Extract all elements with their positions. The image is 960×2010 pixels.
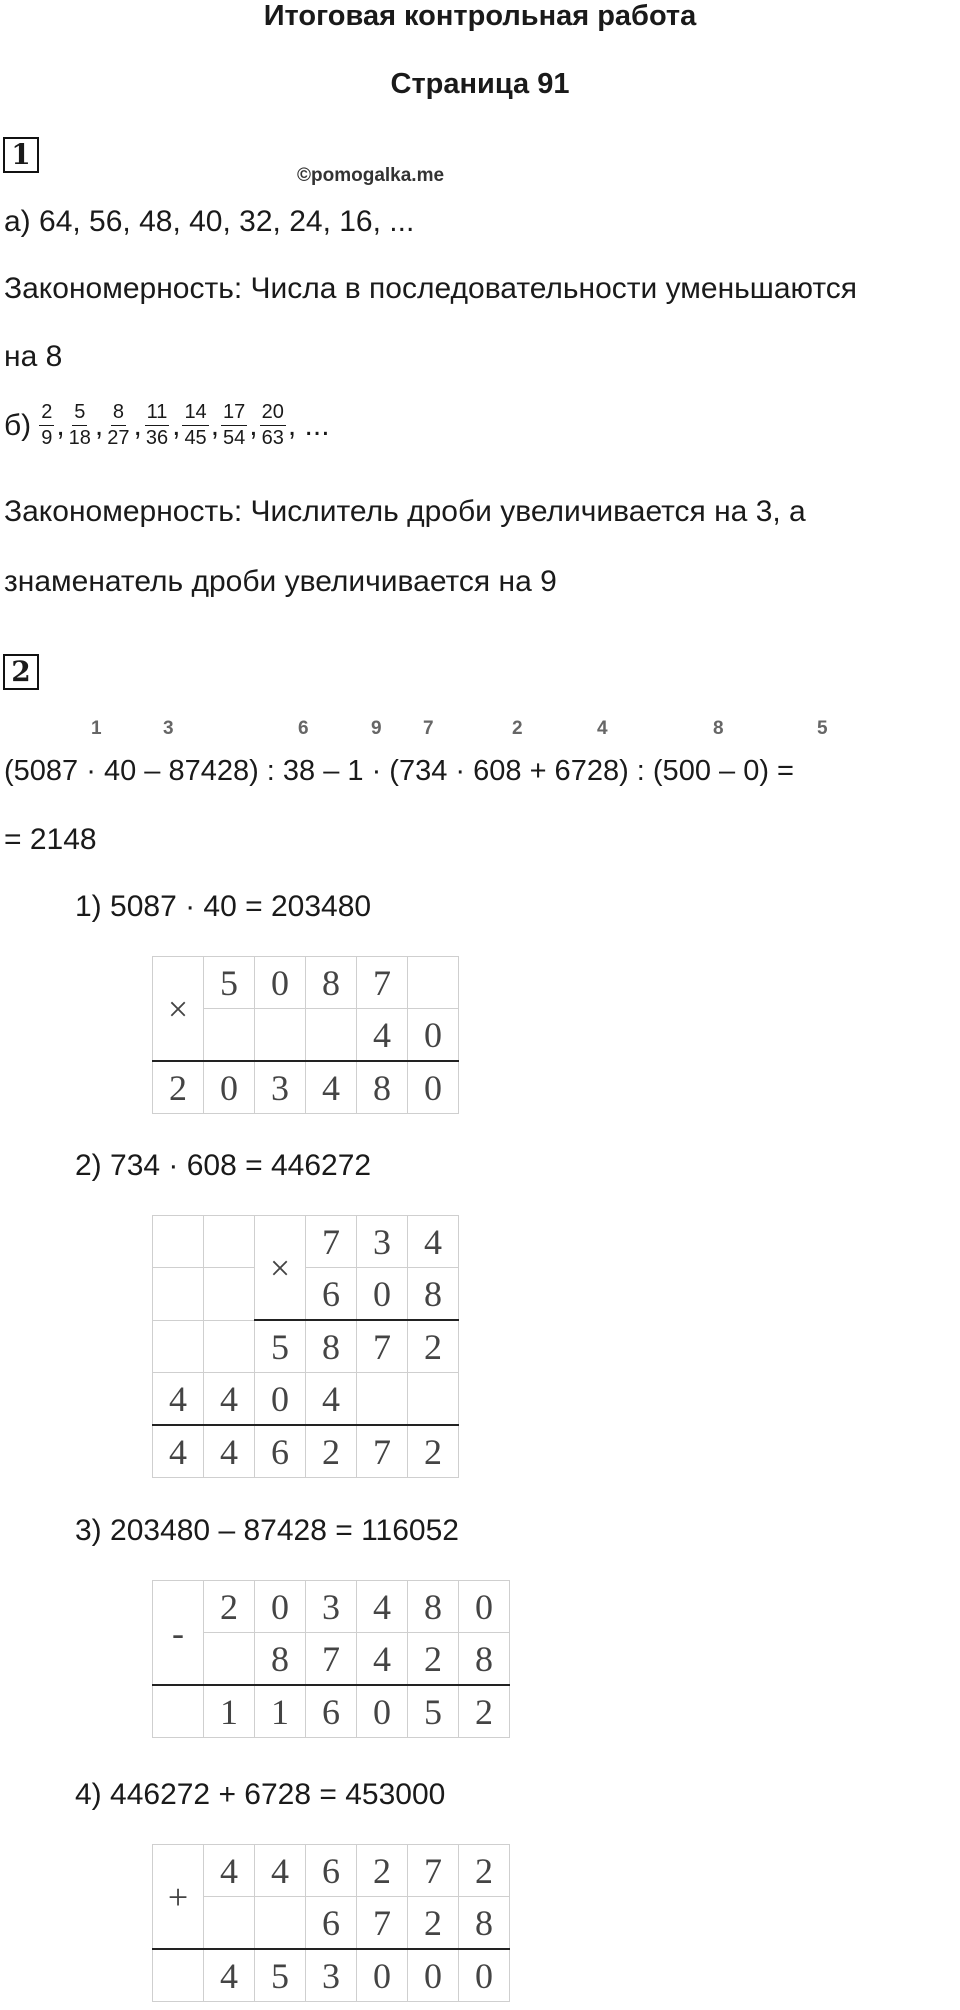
task-2-expression: (5087 · 40 – 87428) : 38 – 1 · (734 · 608 + 6728) : (500 – 0) =: [4, 755, 794, 787]
cell: 7: [357, 1320, 408, 1373]
cell: 0: [408, 1949, 459, 2002]
cell: 8: [306, 957, 357, 1009]
cell: 2: [408, 1320, 459, 1373]
cell: 8: [459, 1897, 510, 1950]
cell: 5: [204, 957, 255, 1009]
cell: 0: [459, 1581, 510, 1633]
calc-table-3: [152, 1580, 510, 1738]
cell: [408, 957, 459, 1009]
fraction: $\frac{5}{18}$: [68, 401, 91, 449]
cell: [153, 1216, 204, 1268]
cell: 6: [306, 1685, 357, 1738]
task-1b-pattern-line-2: знаменатель дроби увеличивается на 9: [4, 565, 557, 598]
cell: 4: [255, 1845, 306, 1897]
task-2-number: 2: [3, 654, 39, 690]
fraction: $\frac{11}{36}$: [145, 401, 169, 449]
cell: 7: [357, 1425, 408, 1478]
cell: 2: [204, 1581, 255, 1633]
cell: [357, 1373, 408, 1426]
cell: 8: [306, 1320, 357, 1373]
task-1a-pattern-line-2: на 8: [4, 340, 63, 373]
cell: 3: [255, 1061, 306, 1114]
task-1b-sequence: б) $\frac{2}{9}$ , $\frac{5}{18}$ , $\frac{8}{27}$ , $\frac{11}{36}$ , $\frac{14}{45}$ , $\frac{17}{54}$ , $\frac{20}{63}$ , ...: [4, 401, 330, 449]
cell: 4: [408, 1216, 459, 1268]
cell: [204, 1216, 255, 1268]
order-mark: 1: [91, 718, 102, 739]
cell: [153, 1685, 204, 1738]
cell: 2: [459, 1845, 510, 1897]
task-1a-sequence: а) 64, 56, 48, 40, 32, 24, 16, ...: [4, 205, 415, 238]
cell: 1: [204, 1685, 255, 1738]
cell: [153, 1320, 204, 1373]
cell: 0: [357, 1685, 408, 1738]
cell: 8: [408, 1268, 459, 1321]
order-mark: 8: [713, 718, 724, 739]
cell: 7: [408, 1845, 459, 1897]
order-mark: 3: [163, 718, 174, 739]
page-subtitle: Страница 91: [390, 68, 570, 100]
cell: 5: [408, 1685, 459, 1738]
cell: 0: [204, 1061, 255, 1114]
task-1b-pattern-line-1: Закономерность: Числитель дроби увеличивается на 3, а: [4, 495, 806, 528]
cell: 6: [255, 1425, 306, 1478]
cell: 4: [204, 1949, 255, 2002]
cell: 4: [204, 1845, 255, 1897]
fraction: $\frac{20}{63}$: [261, 401, 284, 449]
cell: 7: [306, 1216, 357, 1268]
cell: [204, 1009, 255, 1062]
cell: [255, 1897, 306, 1950]
cell: 4: [357, 1633, 408, 1686]
cell: 3: [306, 1581, 357, 1633]
order-mark: 2: [512, 718, 523, 739]
cell: [153, 1268, 204, 1321]
order-mark: 9: [371, 718, 382, 739]
cell: [255, 1009, 306, 1062]
task-1b-ellipsis: ...: [304, 408, 330, 442]
step-3-label: 3) 203480 – 87428 = 116052: [75, 1514, 459, 1547]
cell: ×: [153, 957, 204, 1062]
cell: 7: [306, 1633, 357, 1686]
cell: [153, 1949, 204, 2002]
watermark: ©pomogalka.me: [297, 165, 445, 186]
cell: 0: [357, 1949, 408, 2002]
fraction: $\frac{17}{54}$: [223, 401, 246, 449]
order-mark: 7: [423, 718, 434, 739]
cell: 4: [306, 1061, 357, 1114]
cell: 1: [255, 1685, 306, 1738]
cell: 2: [408, 1425, 459, 1478]
cell: [204, 1320, 255, 1373]
cell: 4: [204, 1425, 255, 1478]
cell: 0: [357, 1268, 408, 1321]
cell: 4: [357, 1581, 408, 1633]
cell: 2: [459, 1685, 510, 1738]
task-1b-label: б): [4, 408, 32, 442]
cell: 3: [306, 1949, 357, 2002]
cell: 2: [306, 1425, 357, 1478]
calc-table-1: [152, 956, 459, 1114]
cell: 8: [408, 1581, 459, 1633]
step-1-label: 1) 5087 · 40 = 203480: [75, 890, 372, 923]
cell: 6: [306, 1268, 357, 1321]
cell: ×: [255, 1216, 306, 1321]
cell: 7: [357, 1897, 408, 1950]
cell: 5: [255, 1320, 306, 1373]
cell: 2: [153, 1061, 204, 1114]
cell: 2: [408, 1897, 459, 1950]
cell: 0: [255, 1373, 306, 1426]
cell: 0: [255, 957, 306, 1009]
cell: 4: [204, 1373, 255, 1426]
cell: 7: [357, 957, 408, 1009]
cell: 0: [255, 1581, 306, 1633]
cell: [408, 1373, 459, 1426]
fraction: $\frac{2}{9}$: [41, 401, 53, 449]
cell: [306, 1009, 357, 1062]
cell: 4: [153, 1425, 204, 1478]
cell: [204, 1268, 255, 1321]
cell: 5: [255, 1949, 306, 2002]
cell: 3: [357, 1216, 408, 1268]
cell: 4: [153, 1373, 204, 1426]
cell: 6: [306, 1897, 357, 1950]
fraction: $\frac{8}{27}$: [107, 401, 130, 449]
cell: 2: [357, 1845, 408, 1897]
order-mark: 6: [298, 718, 309, 739]
cell: [204, 1897, 255, 1950]
cell: 8: [459, 1633, 510, 1686]
cell: [204, 1633, 255, 1686]
cell: 2: [408, 1633, 459, 1686]
task-2-result: = 2148: [4, 823, 97, 856]
cell: 0: [408, 1009, 459, 1062]
page-title: Итоговая контрольная работа: [263, 0, 697, 32]
cell: 4: [306, 1373, 357, 1426]
calc-table-2: [152, 1215, 459, 1478]
cell: 0: [408, 1061, 459, 1114]
task-1a-pattern-line-1: Закономерность: Числа в последовательности уменьшаются: [4, 272, 858, 305]
cell: 4: [357, 1009, 408, 1062]
fraction: $\frac{14}{45}$: [184, 401, 207, 449]
step-2-label: 2) 734 · 608 = 446272: [75, 1149, 372, 1182]
order-mark: 5: [817, 718, 828, 739]
order-mark: 4: [597, 718, 608, 739]
cell: -: [153, 1581, 204, 1686]
cell: +: [153, 1845, 204, 1950]
cell: 8: [255, 1633, 306, 1686]
cell: 6: [306, 1845, 357, 1897]
cell: 8: [357, 1061, 408, 1114]
step-4-label: 4) 446272 + 6728 = 453000: [75, 1778, 446, 1811]
calc-table-4: [152, 1844, 510, 2002]
cell: 0: [459, 1949, 510, 2002]
task-1-number: 1: [3, 137, 39, 173]
